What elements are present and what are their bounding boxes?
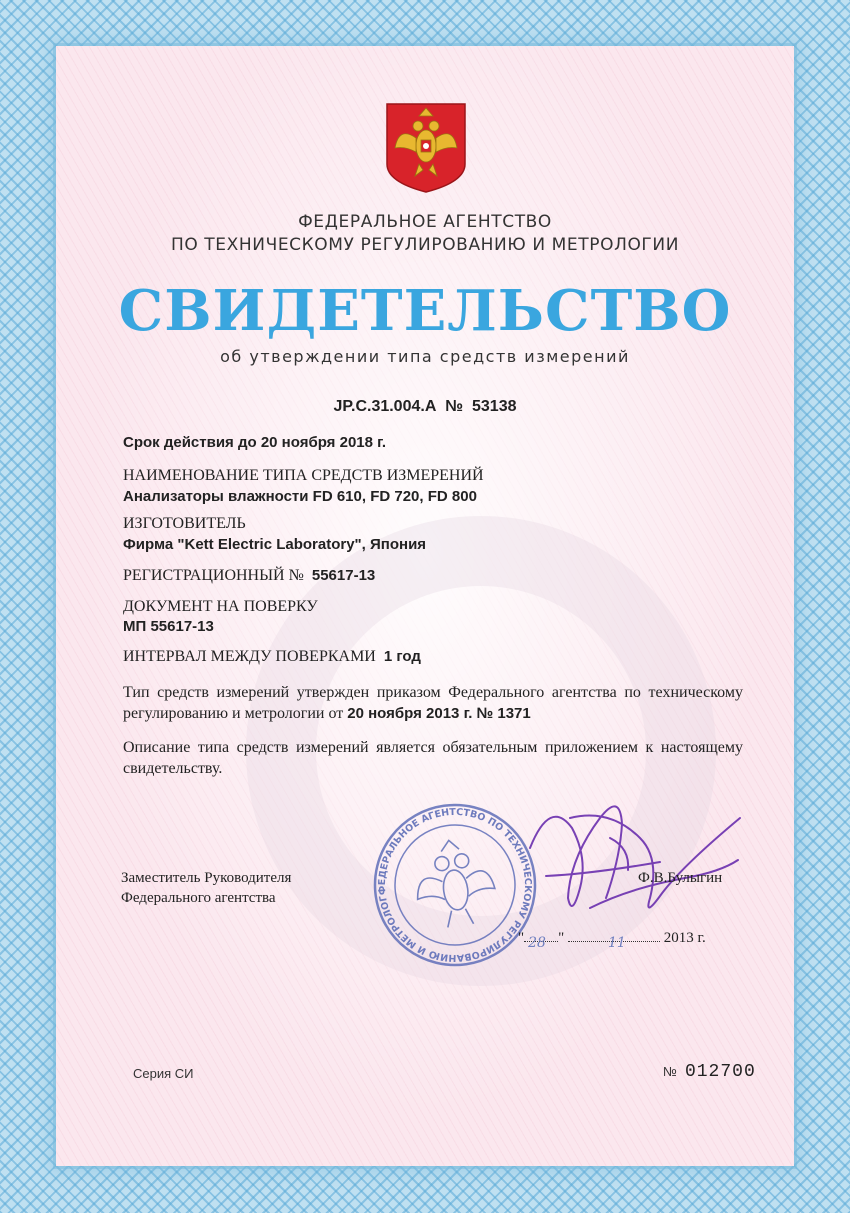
- certificate-number-sign: №: [445, 398, 464, 415]
- signatory-name: Ф.В.Булыгин: [638, 870, 723, 886]
- seal-ring-text: ФЕДЕРАЛЬНОЕ АГЕНТСТВО ПО ТЕХНИЧЕСКОМУ РЕГУЛИРОВАНИЮ И МЕТРОЛОГИИ: [376, 806, 534, 964]
- verification-doc-value: МП 55617-13: [123, 618, 214, 635]
- agency-name-line2: ПО ТЕХНИЧЕСКОМУ РЕГУЛИРОВАНИЮ И МЕТРОЛОГИИ: [170, 235, 680, 255]
- instrument-type-label: НАИМЕНОВАНИЕ ТИПА СРЕДСТВ ИЗМЕРЕНИЙ: [123, 467, 484, 484]
- approval-date: 20 ноября 2013 г.: [347, 705, 473, 722]
- signing-month: 11: [608, 935, 626, 951]
- instrument-type-value: Анализаторы влажности FD 610, FD 720, FD 800: [123, 488, 477, 505]
- agency-name-line1: ФЕДЕРАЛЬНОЕ АГЕНТСТВО: [298, 212, 552, 232]
- registration-label: РЕГИСТРАЦИОННЫЙ №: [123, 567, 304, 584]
- document-title: СВИДЕТЕЛЬСТВО: [118, 278, 732, 344]
- description-note: Описание типа средств измерений является обязательным приложением к настоящему свидетельству.: [123, 739, 743, 777]
- manufacturer-value: Фирма "Kett Electric Laboratory", Япония: [123, 536, 427, 553]
- document-subtitle: об утверждении типа средств измерений: [220, 347, 630, 366]
- approval-paragraph: [123, 682, 743, 724]
- certificate-code: JP.C.31.004.A: [333, 398, 437, 415]
- certificate-number: [0, 398, 850, 416]
- signatory-position-line2: Федерального агентства: [121, 890, 276, 906]
- registration-row: [123, 567, 375, 585]
- signatory-position-line1: Заместитель Руководителя: [121, 870, 292, 886]
- serial-number-sign: №: [663, 1064, 677, 1079]
- serial-number-value: 012700: [684, 1062, 756, 1082]
- certificate-number-value: 53138: [472, 398, 517, 415]
- validity-text: Срок действия до 20 ноября 2018 г.: [123, 434, 387, 451]
- handwritten-signature: [510, 778, 750, 951]
- signing-day: 28: [528, 935, 546, 951]
- verification-doc-label: ДОКУМЕНТ НА ПОВЕРКУ: [123, 598, 318, 615]
- interval-row: [123, 648, 421, 666]
- series-label: Серия СИ: [133, 1066, 194, 1081]
- manufacturer-label: ИЗГОТОВИТЕЛЬ: [123, 515, 246, 532]
- approval-text: Тип средств измерений утвержден приказом Федерального агентства по техническому регулированию и метрологии от: [123, 684, 743, 722]
- signing-year: 2013 г.: [663, 930, 706, 946]
- approval-order: № 1371: [476, 705, 531, 722]
- registration-value: 55617-13: [311, 567, 376, 584]
- interval-label: ИНТЕРВАЛ МЕЖДУ ПОВЕРКАМИ: [123, 648, 376, 665]
- russian-coat-of-arms-icon: [385, 102, 467, 194]
- signing-date-line: " 28 " 11 2013 г.: [518, 930, 706, 951]
- interval-value: 1 год: [383, 648, 421, 665]
- serial-number: [663, 1062, 756, 1082]
